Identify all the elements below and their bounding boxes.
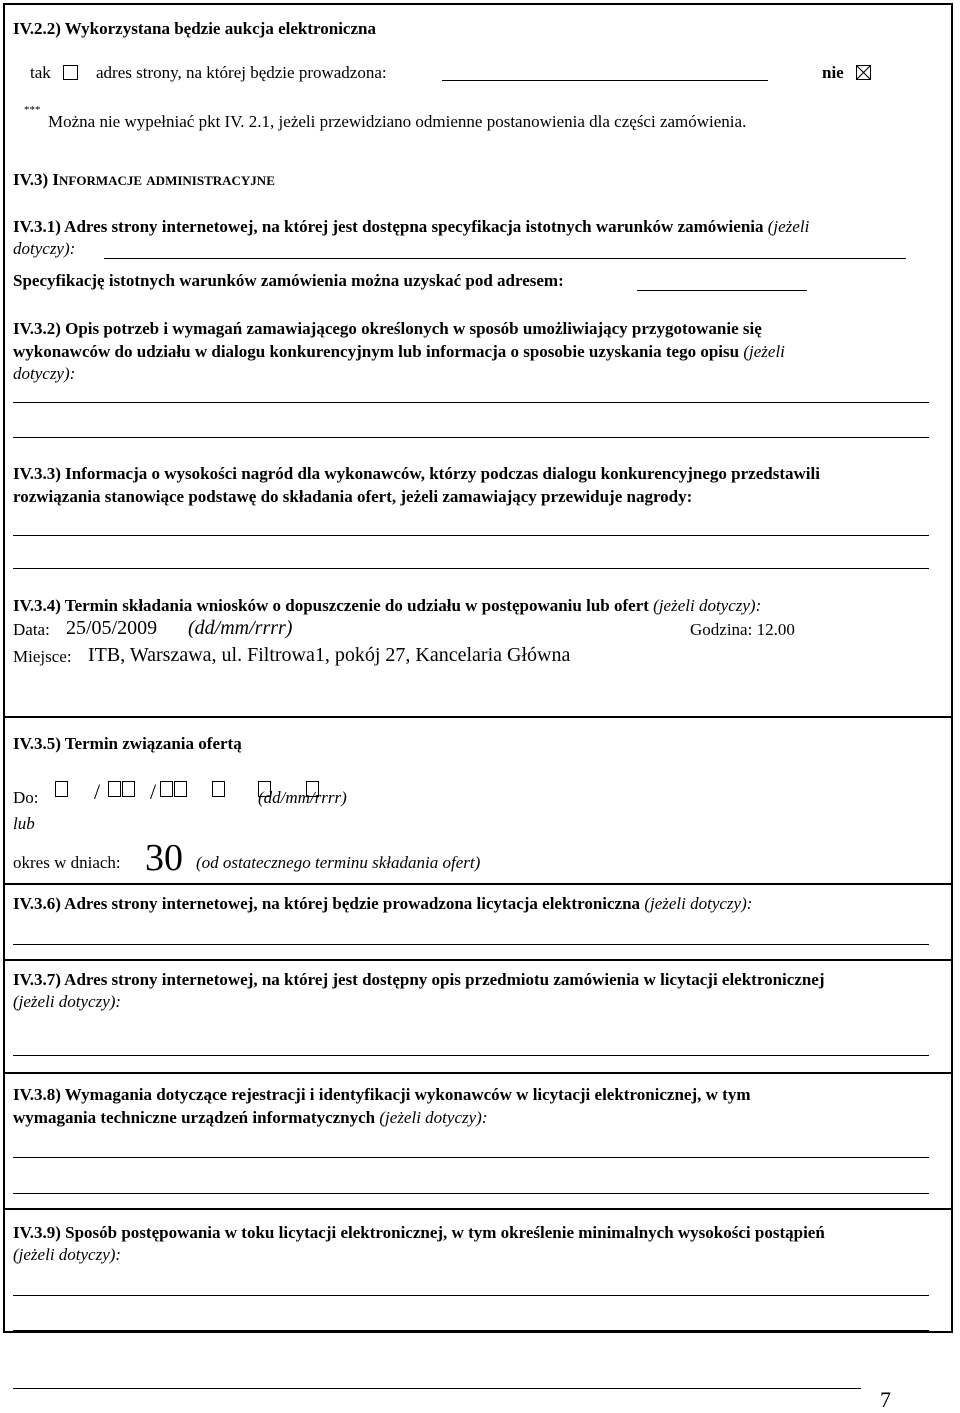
miejsce-value[interactable]: ITB, Warszawa, ul. Filtrowa1, pokój 27, Kancelaria Główna: [88, 644, 571, 666]
data-label: Data:: [13, 620, 50, 639]
note-text: Można nie wypełniać pkt IV. 2.1, jeżeli przewidziano odmienne postanowienia dla części zamówienia.: [48, 112, 747, 131]
footer-rule: [13, 1388, 861, 1389]
p-iv-3-3-a: IV.3.3) Informacja o wysokości nagród dla wykonawców, którzy podczas dialogu konkurencyjnego przedstawili: [13, 464, 820, 483]
address-input-line[interactable]: [442, 80, 768, 81]
sizw-url-line[interactable]: [104, 258, 906, 259]
p-iv-3-2-b: wykonawców do udziału w dialogu konkurencyjnym lub informacja o sposobie uzyskania tego opisu (jeżeli: [13, 342, 785, 361]
wymagania-line-2[interactable]: [13, 1193, 929, 1194]
lub-label: lub: [13, 814, 35, 833]
p-iv-3-1: IV.3.1) Adres strony internetowej, na której jest dostępna specyfikacja istotnych warunków zamówienia (jeżeli: [13, 217, 810, 236]
sizw-address-line[interactable]: [637, 290, 807, 291]
okres-value[interactable]: 30: [145, 837, 183, 879]
tak-label: tak: [30, 63, 51, 82]
month-box-1[interactable]: [108, 781, 121, 797]
okres-label: okres w dniach:: [13, 853, 121, 872]
section-divider-4: [3, 1072, 953, 1074]
opis-line-1[interactable]: [13, 402, 929, 403]
data-format: (dd/mm/rrrr): [188, 617, 293, 639]
year-box-3[interactable]: [212, 781, 225, 797]
checked-x-icon: [857, 66, 870, 79]
nagrody-line-1[interactable]: [13, 535, 929, 536]
p-iv-3-7: IV.3.7) Adres strony internetowej, na której jest dostępny opis przedmiotu zamówienia w licytacji elektronicznej: [13, 970, 825, 989]
heading-iv-3-5: IV.3.5) Termin związania ofertą: [13, 734, 242, 753]
opis-licytacja-line[interactable]: [13, 1055, 929, 1056]
section-divider-3: [3, 959, 953, 961]
year-box-1[interactable]: [160, 781, 173, 797]
year-box-2[interactable]: [174, 781, 187, 797]
p-iv-3-6: IV.3.6) Adres strony internetowej, na której będzie prowadzona licytacja elektroniczna (jeżeli dotyczy):: [13, 894, 753, 913]
p-iv-3-8-a: IV.3.8) Wymagania dotyczące rejestracji i identyfikacji wykonawców w licytacji elektronicznej, w tym: [13, 1085, 751, 1104]
section-divider-5: [3, 1208, 953, 1210]
month-box-2[interactable]: [122, 781, 135, 797]
p-iv-3-9: IV.3.9) Sposób postępowania w toku licytacji elektronicznej, w tym określenie minimalnych wysokości postąpień: [13, 1223, 825, 1242]
data-value[interactable]: 25/05/2009: [66, 617, 158, 639]
day-box-1[interactable]: [55, 781, 68, 797]
wymagania-line-1[interactable]: [13, 1157, 929, 1158]
do-label: Do:: [13, 788, 39, 807]
address-label: adres strony, na której będzie prowadzona:: [96, 63, 387, 82]
p-iv-3-2-a: IV.3.2) Opis potrzeb i wymagań zamawiającego określonych w sposób umożliwiający przygotowanie się: [13, 319, 762, 338]
nie-label: nie: [822, 63, 844, 82]
postapienia-line-2[interactable]: [13, 1330, 929, 1331]
nie-checkbox[interactable]: [856, 65, 871, 80]
p-iv-3-2-dotyczy: dotyczy):: [13, 364, 76, 383]
heading-iv-2-2: IV.2.2) Wykorzystana będzie aukcja elektroniczna: [13, 19, 376, 38]
section-divider-1: [3, 716, 953, 718]
p-iv-3-9-dotyczy: (jeżeli dotyczy):: [13, 1245, 122, 1264]
licytacja-url-line[interactable]: [13, 944, 929, 945]
p-iv-3-4: IV.3.4) Termin składania wniosków o dopuszczenie do udziału w postępowaniu lub ofert (jeżeli dotyczy):: [13, 596, 762, 615]
miejsce-label: Miejsce:: [13, 647, 72, 666]
page-number: 7: [880, 1387, 891, 1412]
tak-checkbox[interactable]: [63, 65, 78, 80]
note-marker: ***: [24, 104, 41, 116]
heading-iv-3: IV.3) INFORMACJE ADMINISTRACYJNE: [13, 170, 275, 189]
godzina-label[interactable]: Godzina: 12.00: [690, 620, 795, 639]
opis-line-2[interactable]: [13, 437, 929, 438]
date-slash-1: /: [94, 779, 101, 804]
date-format-hint: (dd/mm/rrrr): [258, 788, 347, 807]
p-iv-3-3-b: rozwiązania stanowiące podstawę do składania ofert, jeżeli zamawiający przewiduje nagrody:: [13, 487, 693, 506]
page-frame: [3, 3, 953, 1333]
sizw-address-label: Specyfikację istotnych warunków zamówienia można uzyskać pod adresem:: [13, 271, 564, 290]
section-divider-2: [3, 883, 953, 885]
p-iv-3-1-dotyczy: dotyczy):: [13, 239, 76, 258]
date-slash-2: /: [150, 779, 157, 804]
postapienia-line-1[interactable]: [13, 1295, 929, 1296]
p-iv-3-8-b: wymagania techniczne urządzeń informatycznych (jeżeli dotyczy):: [13, 1108, 488, 1127]
okres-note: (od ostatecznego terminu składania ofert): [196, 853, 481, 872]
p-iv-3-7-dotyczy: (jeżeli dotyczy):: [13, 992, 122, 1011]
nagrody-line-2[interactable]: [13, 568, 929, 569]
